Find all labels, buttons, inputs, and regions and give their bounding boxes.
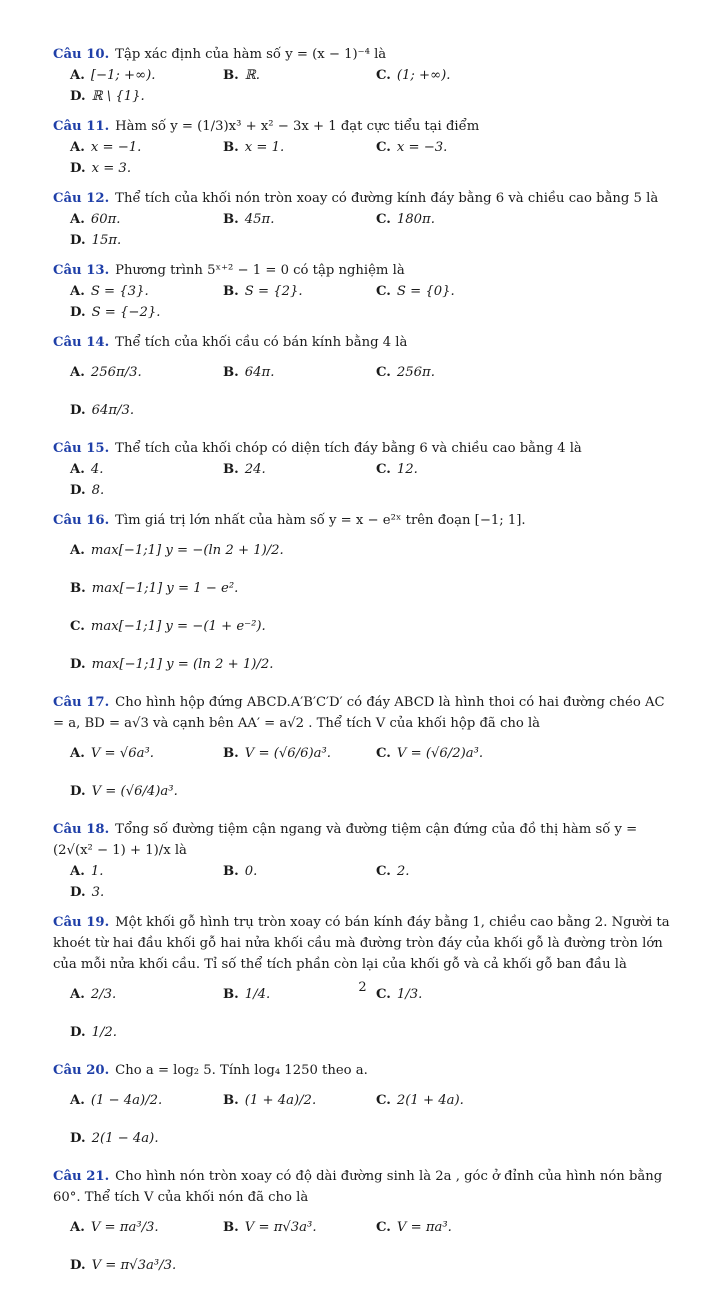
option-label: D. xyxy=(70,305,86,320)
question-stem xyxy=(53,438,673,459)
answer-option[interactable] xyxy=(70,1246,223,1284)
answer-option[interactable] xyxy=(70,158,223,179)
question-stem xyxy=(53,260,673,281)
answer-option[interactable] xyxy=(70,882,223,903)
question-stem xyxy=(53,819,673,861)
option-value: 1/2. xyxy=(91,1024,117,1040)
question xyxy=(53,1166,673,1284)
option-value: (1; +∞). xyxy=(396,68,451,83)
option-value: 2/3. xyxy=(90,986,117,1002)
option-value: 64π/3. xyxy=(91,402,135,418)
question-text: Thể tích của khối nón tròn xoay có đường kính đáy bằng 6 và chiều cao bằng 5 là xyxy=(115,191,659,206)
option-value: x = −1. xyxy=(90,140,142,155)
option-label: C. xyxy=(376,864,391,879)
answer-options xyxy=(53,1208,673,1284)
option-label: B. xyxy=(223,986,239,1002)
option-label: A. xyxy=(70,364,85,380)
option-value: S = {0}. xyxy=(396,284,455,299)
question-number: Câu 20. xyxy=(53,1063,110,1078)
option-value: 2(1 − 4a). xyxy=(91,1130,159,1146)
question xyxy=(53,510,673,683)
question-text: Tổng số đường tiệm cận ngang và đường tiệm cận đứng của đồ thị hàm số y = (2√(x² − 1) + 1)/x là xyxy=(53,822,638,858)
question-text: Tìm giá trị lớn nhất của hàm số y = x − e²ˣ trên đoạn [−1; 1]. xyxy=(115,513,526,528)
option-label: A. xyxy=(70,1092,85,1108)
option-value: 4. xyxy=(90,462,104,477)
option-value: ℝ \ {1}. xyxy=(91,89,145,104)
option-value: 0. xyxy=(244,864,258,879)
question-number: Câu 15. xyxy=(53,441,110,456)
answer-option[interactable] xyxy=(70,861,223,882)
option-label: D. xyxy=(70,1024,86,1040)
option-label: B. xyxy=(223,462,239,477)
option-value: V = π√3a³. xyxy=(244,1219,317,1235)
option-value: (1 − 4a)/2. xyxy=(90,1092,163,1108)
answer-option[interactable] xyxy=(70,209,223,230)
option-value: V = (√6/4)a³. xyxy=(91,783,178,799)
option-label: C. xyxy=(376,364,391,380)
option-label: C. xyxy=(376,986,391,1002)
option-value: x = −3. xyxy=(396,140,448,155)
option-label: C. xyxy=(376,745,391,761)
option-label: A. xyxy=(70,462,85,477)
option-value: 24. xyxy=(244,462,266,477)
option-label: B. xyxy=(223,68,239,83)
answer-option[interactable] xyxy=(70,645,376,683)
question-stem xyxy=(53,332,673,353)
option-label: C. xyxy=(376,462,391,477)
answer-option[interactable] xyxy=(70,1013,223,1051)
answer-options xyxy=(53,734,673,810)
option-value: V = (√6/2)a³. xyxy=(396,745,484,761)
answer-option[interactable] xyxy=(70,459,223,480)
option-label: B. xyxy=(223,864,239,879)
option-label: A. xyxy=(70,864,85,879)
answer-option[interactable] xyxy=(223,65,376,86)
option-label: C. xyxy=(376,140,391,155)
question-number: Câu 18. xyxy=(53,822,110,837)
answer-option[interactable] xyxy=(223,137,376,158)
answer-option[interactable] xyxy=(376,1208,529,1246)
option-label: B. xyxy=(223,284,239,299)
answer-option[interactable] xyxy=(70,86,223,107)
option-value: 180π. xyxy=(396,212,435,227)
option-label: B. xyxy=(223,140,239,155)
answer-option[interactable] xyxy=(376,65,529,86)
option-value: S = {−2}. xyxy=(91,305,161,320)
answer-option[interactable] xyxy=(70,1119,223,1157)
option-value: V = π√3a³/3. xyxy=(91,1257,177,1273)
question xyxy=(53,44,673,107)
question-number: Câu 12. xyxy=(53,191,110,206)
answer-option[interactable] xyxy=(70,734,223,772)
answer-options xyxy=(53,353,673,429)
option-value: V = (√6/6)a³. xyxy=(244,745,331,761)
answer-options xyxy=(53,861,673,903)
answer-options xyxy=(53,65,673,107)
answer-option[interactable] xyxy=(223,1081,376,1119)
question-text: Phương trình 5ˣ⁺² − 1 = 0 có tập nghiệm là xyxy=(115,263,405,278)
option-label: A. xyxy=(70,68,85,83)
question-number: Câu 11. xyxy=(53,119,110,134)
option-value: 256π. xyxy=(396,364,435,380)
option-value: [−1; +∞). xyxy=(90,68,156,83)
option-value: max[−1;1] y = −(1 + e⁻²). xyxy=(90,618,266,634)
option-label: C. xyxy=(70,618,85,634)
question xyxy=(53,332,673,429)
question-number: Câu 21. xyxy=(53,1169,110,1184)
answer-option[interactable] xyxy=(70,230,223,251)
answer-option[interactable] xyxy=(376,137,529,158)
option-label: A. xyxy=(70,745,85,761)
answer-options xyxy=(53,1081,673,1157)
question-number: Câu 17. xyxy=(53,695,110,710)
option-value: x = 1. xyxy=(244,140,285,155)
option-value: 12. xyxy=(396,462,418,477)
answer-option[interactable] xyxy=(376,1081,529,1119)
option-value: 1/3. xyxy=(396,986,423,1002)
answer-option[interactable] xyxy=(70,302,223,323)
answer-option[interactable] xyxy=(70,281,223,302)
answer-option[interactable] xyxy=(223,734,376,772)
question-text: Thể tích của khối chóp có diện tích đáy bằng 6 và chiều cao bằng 4 là xyxy=(115,441,582,456)
option-value: 2. xyxy=(396,864,410,879)
option-value: V = √6a³. xyxy=(90,745,154,761)
question xyxy=(53,116,673,179)
option-value: 3. xyxy=(91,885,105,900)
option-label: A. xyxy=(70,986,85,1002)
option-label: A. xyxy=(70,1219,85,1235)
question-number: Câu 16. xyxy=(53,513,110,528)
answer-option[interactable] xyxy=(223,209,376,230)
answer-option[interactable] xyxy=(70,391,223,429)
option-label: D. xyxy=(70,656,86,672)
answer-option[interactable] xyxy=(70,772,223,810)
question xyxy=(53,188,673,251)
question xyxy=(53,1060,673,1157)
answer-option[interactable] xyxy=(376,281,529,302)
option-value: 45π. xyxy=(244,212,275,227)
option-label: D. xyxy=(70,1257,86,1273)
option-value: max[−1;1] y = (ln 2 + 1)/2. xyxy=(91,656,274,672)
option-label: C. xyxy=(376,1219,391,1235)
page-number: 2 xyxy=(358,980,367,995)
answer-option[interactable] xyxy=(70,531,376,569)
answer-options xyxy=(53,531,673,683)
question-stem xyxy=(53,692,673,734)
question xyxy=(53,260,673,323)
option-label: C. xyxy=(376,68,391,83)
question-number: Câu 10. xyxy=(53,47,110,62)
option-value: V = πa³/3. xyxy=(90,1219,159,1235)
option-label: B. xyxy=(223,1219,239,1235)
option-label: D. xyxy=(70,402,86,418)
option-label: D. xyxy=(70,885,86,900)
answer-option[interactable] xyxy=(223,281,376,302)
question-text: Hàm số y = (1/3)x³ + x² − 3x + 1 đạt cực tiểu tại điểm xyxy=(115,119,480,134)
option-value: max[−1;1] y = −(ln 2 + 1)/2. xyxy=(90,542,284,558)
option-label: A. xyxy=(70,284,85,299)
option-value: ℝ. xyxy=(244,68,260,83)
option-label: D. xyxy=(70,233,86,248)
question-stem xyxy=(53,188,673,209)
option-label: D. xyxy=(70,1130,86,1146)
answer-option[interactable] xyxy=(376,861,529,882)
option-value: V = πa³. xyxy=(396,1219,452,1235)
answer-option[interactable] xyxy=(70,569,376,607)
answer-options xyxy=(53,209,673,251)
option-label: D. xyxy=(70,783,86,799)
question-number: Câu 13. xyxy=(53,263,110,278)
option-label: A. xyxy=(70,542,85,558)
question-stem xyxy=(53,1060,673,1081)
answer-option[interactable] xyxy=(376,459,529,480)
answer-option[interactable] xyxy=(70,1208,223,1246)
answer-option[interactable] xyxy=(70,65,223,86)
option-label: D. xyxy=(70,483,86,498)
option-label: B. xyxy=(223,212,239,227)
option-value: 2(1 + 4a). xyxy=(396,1092,464,1108)
answer-option[interactable] xyxy=(70,1081,223,1119)
option-label: C. xyxy=(376,1092,391,1108)
option-value: 1. xyxy=(90,864,104,879)
answer-option[interactable] xyxy=(376,734,529,772)
answer-option[interactable] xyxy=(223,1208,376,1246)
option-value: 256π/3. xyxy=(90,364,142,380)
option-value: max[−1;1] y = 1 − e². xyxy=(91,580,239,596)
option-value: S = {2}. xyxy=(244,284,303,299)
answer-option[interactable] xyxy=(70,353,223,391)
option-label: D. xyxy=(70,161,86,176)
answer-option[interactable] xyxy=(70,607,376,645)
question-text: Cho hình hộp đứng ABCD.A′B′C′D′ có đáy ABCD là hình thoi có hai đường chéo AC = a, BD = a√3 và cạnh bên AA′ = a√2 . Thể tích V của khối hộp đã cho là xyxy=(53,695,665,731)
question-text: Tập xác định của hàm số y = (x − 1)⁻⁴ là xyxy=(115,47,387,62)
option-label: C. xyxy=(376,284,391,299)
answer-option[interactable] xyxy=(376,209,529,230)
option-label: C. xyxy=(376,212,391,227)
option-label: A. xyxy=(70,212,85,227)
question-text: Thể tích của khối cầu có bán kính bằng 4 là xyxy=(115,335,408,350)
option-value: 8. xyxy=(91,483,105,498)
option-label: B. xyxy=(223,364,239,380)
answer-option[interactable] xyxy=(223,459,376,480)
option-value: 64π. xyxy=(244,364,275,380)
question-stem xyxy=(53,510,673,531)
question xyxy=(53,438,673,501)
question-stem xyxy=(53,1166,673,1208)
option-label: A. xyxy=(70,140,85,155)
question-stem xyxy=(53,912,673,975)
answer-options xyxy=(53,137,673,179)
answer-option[interactable] xyxy=(223,353,376,391)
question-stem xyxy=(53,44,673,65)
question xyxy=(53,819,673,903)
question-text: Cho a = log₂ 5. Tính log₄ 1250 theo a. xyxy=(115,1063,368,1078)
question-text: Cho hình nón tròn xoay có độ dài đường sinh là 2a , góc ở đỉnh của hình nón bằng 60°. Thể tích V của khối nón đã cho là xyxy=(53,1169,663,1205)
answer-option[interactable] xyxy=(70,480,223,501)
question xyxy=(53,692,673,810)
option-value: S = {3}. xyxy=(90,284,149,299)
option-value: (1 + 4a)/2. xyxy=(244,1092,317,1108)
option-value: 15π. xyxy=(91,233,122,248)
option-value: x = 3. xyxy=(91,161,132,176)
question-number: Câu 19. xyxy=(53,915,110,930)
answer-options xyxy=(53,281,673,323)
option-label: B. xyxy=(70,580,86,596)
question-text: Một khối gỗ hình trụ tròn xoay có bán kính đáy bằng 1, chiều cao bằng 2. Người ta khoét từ hai đầu khối gỗ hai nửa khối cầu mà đường tròn đáy của khối gỗ là đường tròn lớn của mỗi nửa khối cầu. Tỉ số thể tích phần còn lại của khối gỗ và cả khối gỗ ban đầu là xyxy=(53,915,670,972)
option-label: B. xyxy=(223,745,239,761)
answer-option[interactable] xyxy=(70,137,223,158)
answer-option[interactable] xyxy=(376,353,529,391)
option-value: 1/4. xyxy=(244,986,271,1002)
question-stem xyxy=(53,116,673,137)
question-list xyxy=(53,44,673,1293)
answer-option[interactable] xyxy=(223,861,376,882)
option-label: D. xyxy=(70,89,86,104)
question-number: Câu 14. xyxy=(53,335,110,350)
option-value: 60π. xyxy=(90,212,121,227)
answer-options xyxy=(53,459,673,501)
option-label: B. xyxy=(223,1092,239,1108)
